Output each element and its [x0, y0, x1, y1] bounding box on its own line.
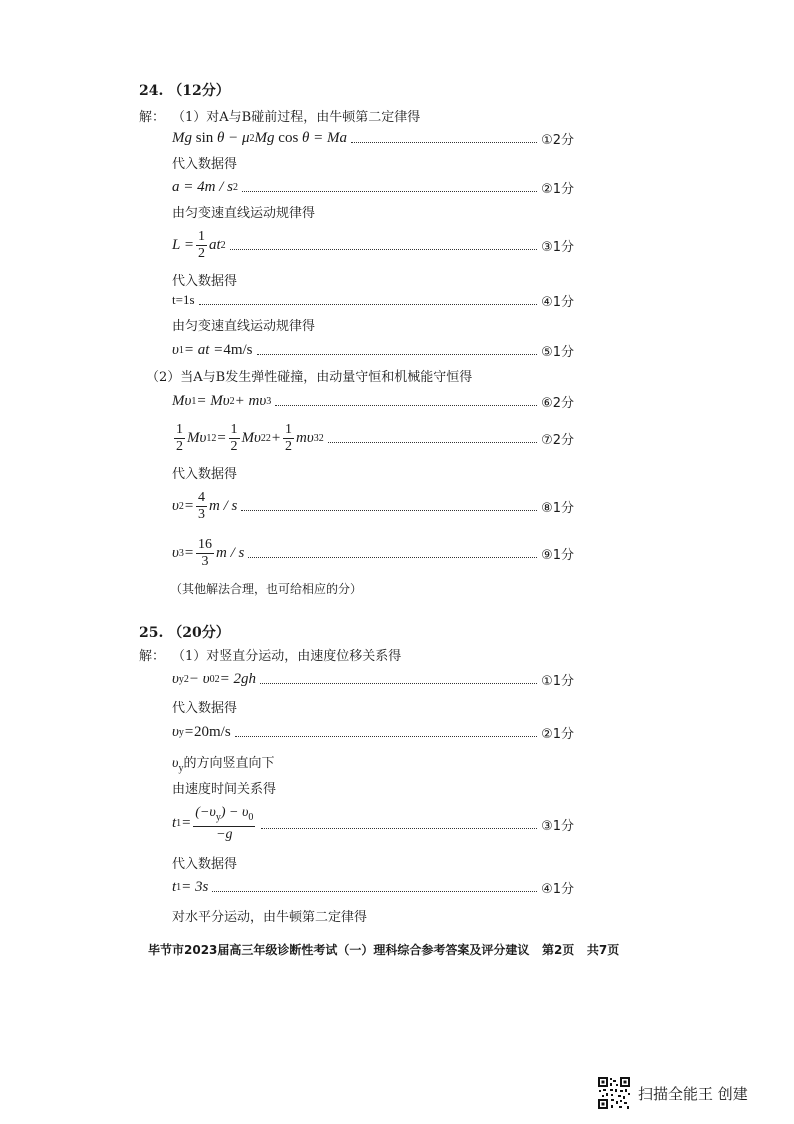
q24-eq4 — [172, 290, 574, 310]
q25-part1-intro: （1）对竖直分运动，由速度位移关系得 — [172, 649, 402, 664]
leader-dots — [242, 191, 537, 192]
q25-eq1-formula: υ y 2 − υ 0 2 = 2gh — [172, 670, 257, 687]
q24-eq6 — [172, 390, 574, 412]
q24-uniform-law-2: 由匀变速直线运动规律得 — [172, 319, 316, 334]
q25-heading: 25. （20分） — [139, 625, 230, 641]
q24-eq8 — [172, 486, 574, 526]
q24-note: （其他解法合理，也可给相应的分） — [170, 582, 363, 596]
q24-solution-label: 解： — [139, 110, 166, 125]
footer-total: 共7页 — [586, 943, 620, 957]
q24-eq3 — [172, 226, 574, 264]
q24-eq1 — [172, 127, 574, 149]
scanner-brand: 扫描全能王 创建 — [638, 1085, 748, 1103]
leader-dots — [261, 828, 537, 829]
q24-eq3-score: ③1分 — [541, 239, 574, 255]
q25-eq2-formula: υ y = 20m/s — [172, 723, 231, 740]
q24-eq9-score: ⑨1分 — [541, 547, 574, 563]
q25-eq3-score: ③1分 — [541, 818, 574, 834]
q25-horizontal: 对水平分运动，由牛顿第二定律得 — [172, 910, 368, 925]
q24-part2-intro: （2）当A与B发生弹性碰撞，由动量守恒和机械能守恒得 — [146, 370, 473, 385]
q25-eq4-score: ④1分 — [541, 881, 574, 897]
qr-code-icon — [597, 1076, 631, 1110]
leader-dots — [257, 354, 538, 355]
leader-dots — [235, 736, 537, 737]
q24-eq5-formula: υ 1 = at = 4m/s — [172, 341, 253, 358]
q24-eq2-score: ②1分 — [541, 181, 574, 197]
q24-eq9 — [172, 533, 574, 573]
leader-dots — [248, 557, 537, 558]
q25-eq3-formula: t 1 = $\frac{(-\upsilon_y) - \upsilon_0}{-g}$ — [172, 805, 254, 842]
leader-dots — [199, 304, 538, 305]
q25-direction-line — [172, 752, 274, 774]
q24-eq5 — [172, 339, 574, 361]
q25-eq2-score: ②1分 — [541, 726, 574, 742]
q24-uniform-law-1: 由匀变速直线运动规律得 — [172, 206, 316, 221]
q25-time-relation: 由速度时间关系得 — [172, 782, 277, 797]
q25-substitute-2: 代入数据得 — [172, 857, 238, 872]
q24-eq4-score: ④1分 — [541, 294, 574, 310]
q24-eq7-score: ⑦2分 — [541, 432, 574, 448]
q24-eq8-score: ⑧1分 — [541, 500, 574, 516]
q25-eq1 — [172, 667, 574, 691]
q24-eq1-formula: Mg sin θ − μ 2 Mg cos θ = Ma — [172, 129, 348, 146]
q24-eq2 — [172, 176, 574, 198]
q25-vy-symbol: $\upsilon_y$ — [172, 756, 184, 774]
q24-eq5-score: ⑤1分 — [541, 344, 574, 360]
q24-eq2-formula: a = 4m / s 2 — [172, 178, 238, 195]
footer-page: 第2页 — [541, 943, 575, 957]
page-footer — [148, 941, 619, 958]
q24-eq6-formula: Mυ 1 = Mυ 2 + mυ 3 — [172, 392, 272, 409]
leader-dots — [260, 683, 537, 684]
q24-part1-intro: （1）对A与B碰前过程，由牛顿第二定律得 — [172, 110, 421, 125]
q24-substitute-1: 代入数据得 — [172, 157, 238, 172]
leader-dots — [328, 442, 537, 443]
q25-eq1-score: ①1分 — [541, 673, 574, 689]
q24-substitute-3: 代入数据得 — [172, 467, 238, 482]
leader-dots — [230, 249, 537, 250]
q25-eq4 — [172, 876, 574, 898]
leader-dots — [275, 405, 537, 406]
q24-eq4-formula: t=1s — [172, 292, 195, 307]
q24-eq7-formula: $\frac{1}{2}$ Mυ 1 2 = $\frac{1}{2}$ Mυ 2 2 + $\frac{1}{2}$ mυ 3 2 — [176, 421, 324, 454]
q24-eq1-score: ①2分 — [541, 132, 574, 148]
q24-eq9-formula: υ 3 = $\frac{16}{3}$ m / s — [172, 536, 245, 569]
q25-eq2 — [172, 721, 574, 743]
q24-eq6-score: ⑥2分 — [541, 395, 574, 411]
q25-substitute-1: 代入数据得 — [172, 701, 238, 716]
q25-direction-text: 的方向竖直向下 — [183, 756, 275, 771]
q25-eq4-formula: t 1 = 3s — [172, 878, 209, 895]
q24-substitute-2: 代入数据得 — [172, 274, 238, 289]
leader-dots — [241, 510, 537, 511]
footer-title: 毕节市2023届高三年级诊断性考试（一）理科综合参考答案及评分建议 — [148, 943, 530, 957]
q25-solution-label: 解： — [139, 649, 166, 664]
q24-eq7 — [172, 418, 574, 458]
leader-dots — [351, 142, 537, 143]
leader-dots — [212, 891, 537, 892]
q25-eq3 — [172, 801, 574, 847]
q24-eq3-formula: L = $\frac{1}{2}$ at 2 — [172, 228, 226, 261]
q24-eq8-formula: υ 2 = $\frac{4}{3}$ m / s — [172, 489, 238, 522]
q24-heading: 24. （12分） — [139, 83, 230, 99]
